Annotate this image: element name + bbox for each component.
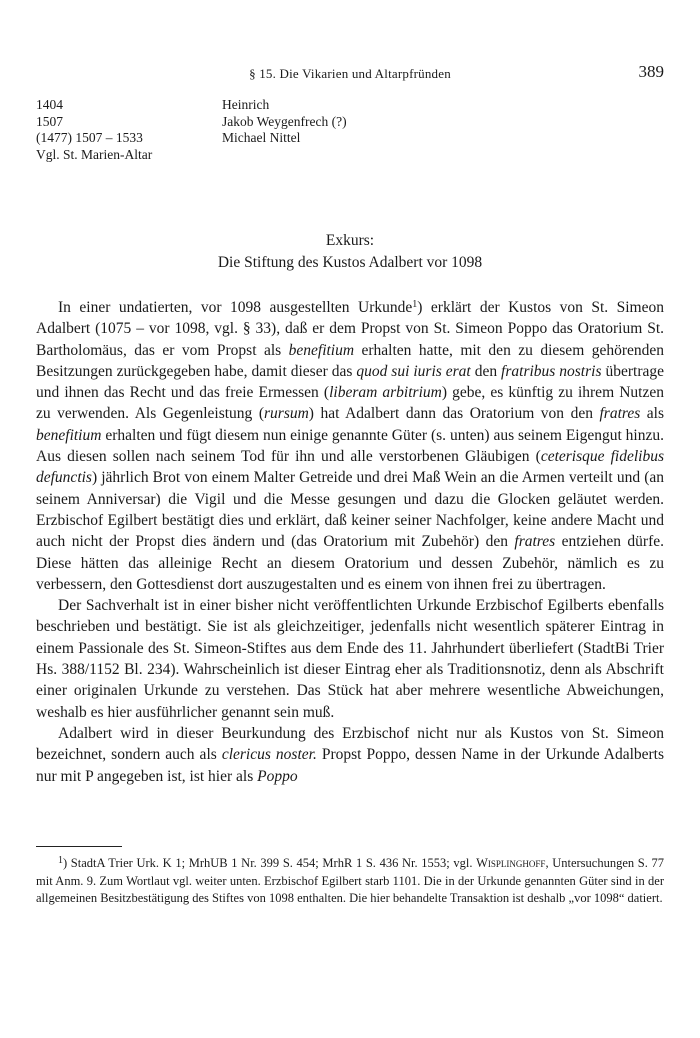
text-run: , Untersuchungen S. 77 mit Anm. 9. Zum Wortlaut vgl. weiter unten. Erzbischof Egilbert starb 1101. Die in der Urkunde genannten Güter sind in der allgemeinen Besitzbestätigung des Stiftes von 1098 enthalten. Die hier behandelte Transaktion ist deshalb „vor 1098“ datiert. — [36, 856, 665, 905]
vicar-name: Heinrich — [222, 97, 270, 112]
latin-term: liberam arbitrium — [329, 384, 442, 402]
latin-term: Poppo — [257, 767, 298, 785]
page-number: 389 — [638, 62, 664, 81]
latin-term: benefitium — [36, 426, 102, 444]
text-run: erhalten hatte, mit den zu diesem gehörenden Besitzungen zurückgegeben habe, damit dieser das — [36, 341, 664, 380]
cross-reference: Vgl. St. Marien-Altar — [36, 146, 153, 162]
latin-term: rursum — [264, 405, 309, 423]
vicar-name: Michael Nittel — [222, 130, 301, 145]
vicar-table — [36, 97, 436, 163]
footnote-reference[interactable]: 1 — [412, 299, 418, 310]
paragraph-2: Der Sachverhalt ist in einer bisher nicht veröffentlichten Urkunde Erzbischof Egilberts ebenfalls beschrieben und bestätigt. Sie ist als gleichzeitiger, jedenfalls nicht wesentlich späterer Eintrag in einem Passionale des St. Simeon-Stiftes aus dem Ende des 11. Jahrhundert überliefert (StadtBi Trier Hs. 388/1152 Bl. 234). Wahrscheinlich ist dieser Eintrag eher als Traditionsnotiz, denn als Abschrift einer originalen Urkunde zu verstehen. Das Stück hat aber mehrere wesentliche Abweichungen, weshalb es hier ausführlicher genannt sein muß. — [36, 597, 664, 721]
text-run: übertrage und ihnen das Recht und das freie Ermessen ( — [36, 362, 664, 402]
text-run: Adalbert wird in dieser Beurkundung des Erzbischof nicht nur als Kustos von St. Simeon bezeichnet, sondern auch als — [36, 724, 664, 764]
latin-term: fratres — [599, 405, 641, 423]
text-run: ) StadtA Trier Urk. K 1; MrhUB 1 Nr. 399 S. 454; MrhR 1 S. 436 Nr. 1553; vgl. — [63, 856, 477, 870]
footnote — [36, 855, 664, 908]
text-run: ) gebe, es künftig zu ihrem Nutzen zu verwenden. Als Gegenleistung ( — [36, 384, 664, 423]
latin-term: fratres — [514, 533, 556, 551]
footnote-divider — [36, 846, 122, 847]
text-run: den — [470, 362, 502, 380]
latin-term: ceterisque fidelibus defunctis — [36, 448, 664, 487]
vicar-name: Jakob Weygenfrech (?) — [222, 113, 347, 129]
exkurs-title: Die Stiftung des Kustos Adalbert vor 1098 — [217, 254, 483, 271]
latin-term: fratribus nostris — [501, 362, 602, 380]
exkurs-heading: Exkurs: — [325, 232, 375, 249]
table-row — [36, 147, 436, 164]
text-run: als — [640, 405, 664, 423]
latin-term: quod sui iuris erat — [356, 362, 471, 380]
text-run: ) jährlich Brot von einem Malter Getreide und drei Maß Wein an die Armen verteilt und (an seinem Anniversar) die Vigil und die Messe gesungen und dazu die Glocken geläutet werden. Erzbischof Egilbert bestätigt dies und erklärt, daß keiner seiner Nachfolger, keine andere Macht und auch nicht der Propst dies ändern und (das Oratorium mit Zubehör) den — [36, 469, 664, 551]
text-run: erhalten und fügt diesem nun einige genannte Güter (s. unten) aus seinem Eigengut hinzu. Aus diesen sollen nach seinem Tod für ihn und alle verstorbenen Gläubigen ( — [36, 426, 664, 466]
table-row — [36, 114, 436, 131]
text-run: ) erklärt der Kustos von St. Simeon Adalbert (1075 – vor 1098, vgl. § 33), daß er dem Propst von St. Simeon Poppo das Oratorium St. Bartholomäus, das er vom Propst als — [36, 299, 664, 359]
vicar-date: 1507 — [36, 113, 63, 129]
text-run: In einer undatierten, vor 1098 ausgestellten Urkunde — [58, 299, 413, 316]
body-text — [36, 297, 664, 787]
footnote-number: 1 — [58, 855, 63, 866]
vicar-date: 1404 — [36, 97, 63, 112]
running-header — [36, 64, 664, 84]
paragraph-3 — [36, 723, 664, 787]
table-row — [36, 97, 436, 114]
paragraph-1 — [36, 297, 664, 595]
text-run: ) hat Adalbert dann das Oratorium von den — [308, 405, 600, 423]
text-run: Propst Poppo, dessen Name in der Urkunde Adalberts nur mit P angegeben ist, ist hier als — [36, 746, 665, 785]
table-row — [36, 130, 436, 147]
latin-term: benefitium — [288, 341, 355, 359]
author-name: Wisplinghoff — [476, 856, 546, 870]
running-title: § 15. Die Vikarien und Altarpfründen — [249, 66, 451, 81]
vicar-date: (1477) 1507 – 1533 — [36, 130, 143, 145]
footnote-1 — [36, 855, 664, 908]
latin-term: clericus noster. — [221, 746, 317, 764]
text-run: entziehen dürfe. Diese hätten das alleinige Recht an diesem Oratorium und dessen Zubehör, nämlich es zu verbessern, den Gottesdienst dort auszugestalten und es einem von ihnen frei zu übertragen. — [36, 533, 664, 593]
